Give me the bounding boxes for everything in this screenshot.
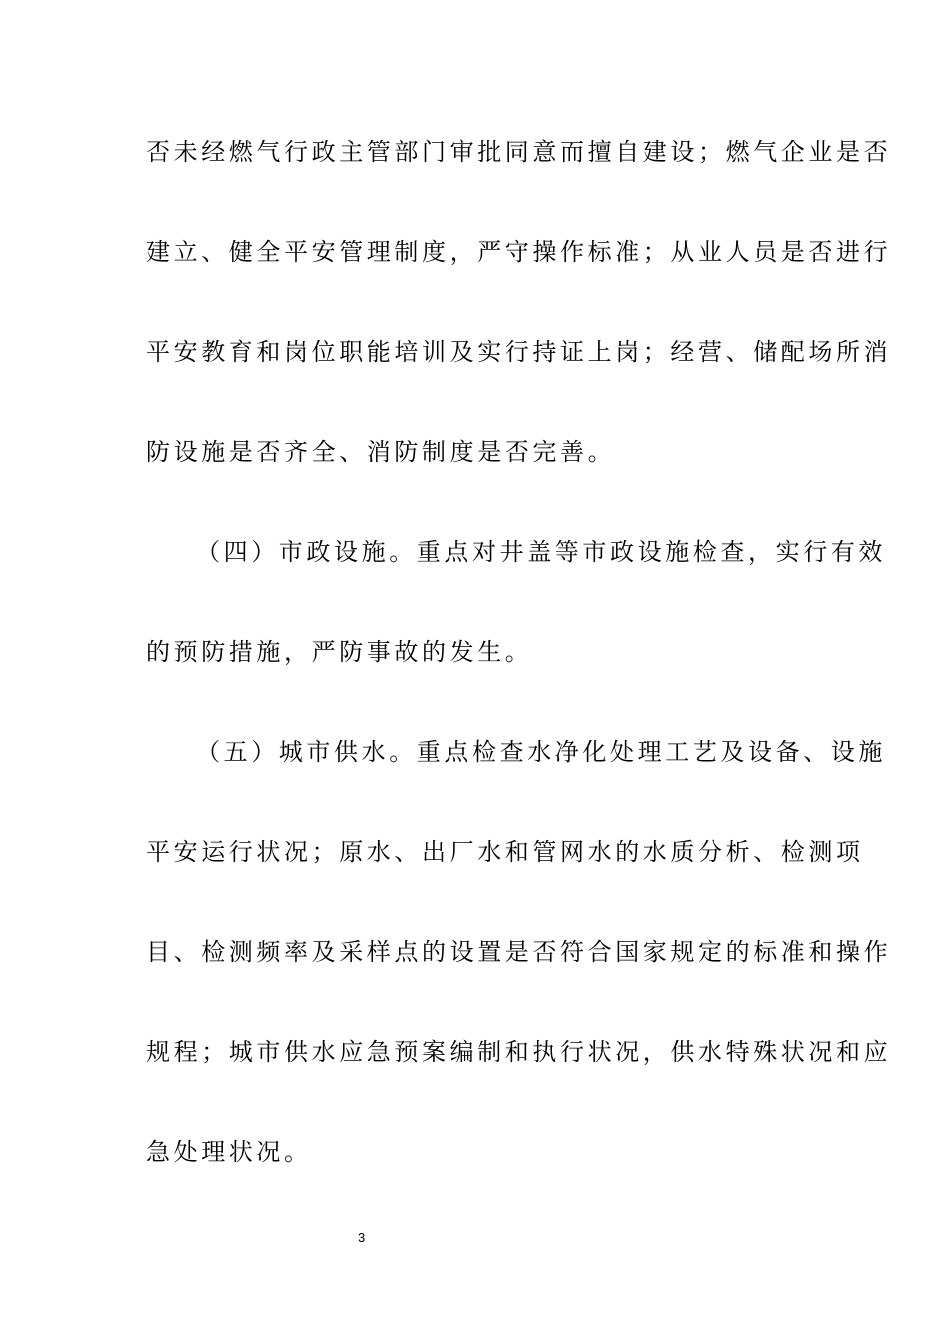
body-text-line: 否未经燃气行政主管部门审批同意而擅自建设；燃气企业是否 xyxy=(146,138,892,166)
body-text-line: 急处理状况。 xyxy=(146,1138,312,1166)
body-text-line: 的预防措施，严防事故的发生。 xyxy=(146,638,533,666)
body-text-line: 平安教育和岗位职能培训及实行持证上岗；经营、储配场所消 xyxy=(146,338,892,366)
page-number: 3 xyxy=(358,1230,366,1245)
body-text-line: 防设施是否齐全、消防制度是否完善。 xyxy=(146,438,616,466)
body-text-line: 平安运行状况；原水、出厂水和管网水的水质分析、检测项 xyxy=(146,838,864,866)
body-text-line: 规程；城市供水应急预案编制和执行状况，供水特殊状况和应 xyxy=(146,1038,892,1066)
body-text-line: 目、检测频率及采样点的设置是否符合国家规定的标准和操作 xyxy=(146,938,892,966)
body-text-line: 建立、健全平安管理制度，严守操作标准；从业人员是否进行 xyxy=(146,238,892,266)
section-five-heading-line: （五）城市供水。重点检查水净化处理工艺及设备、设施 xyxy=(196,738,886,766)
section-four-heading-line: （四）市政设施。重点对井盖等市政设施检查，实行有效 xyxy=(196,538,886,566)
